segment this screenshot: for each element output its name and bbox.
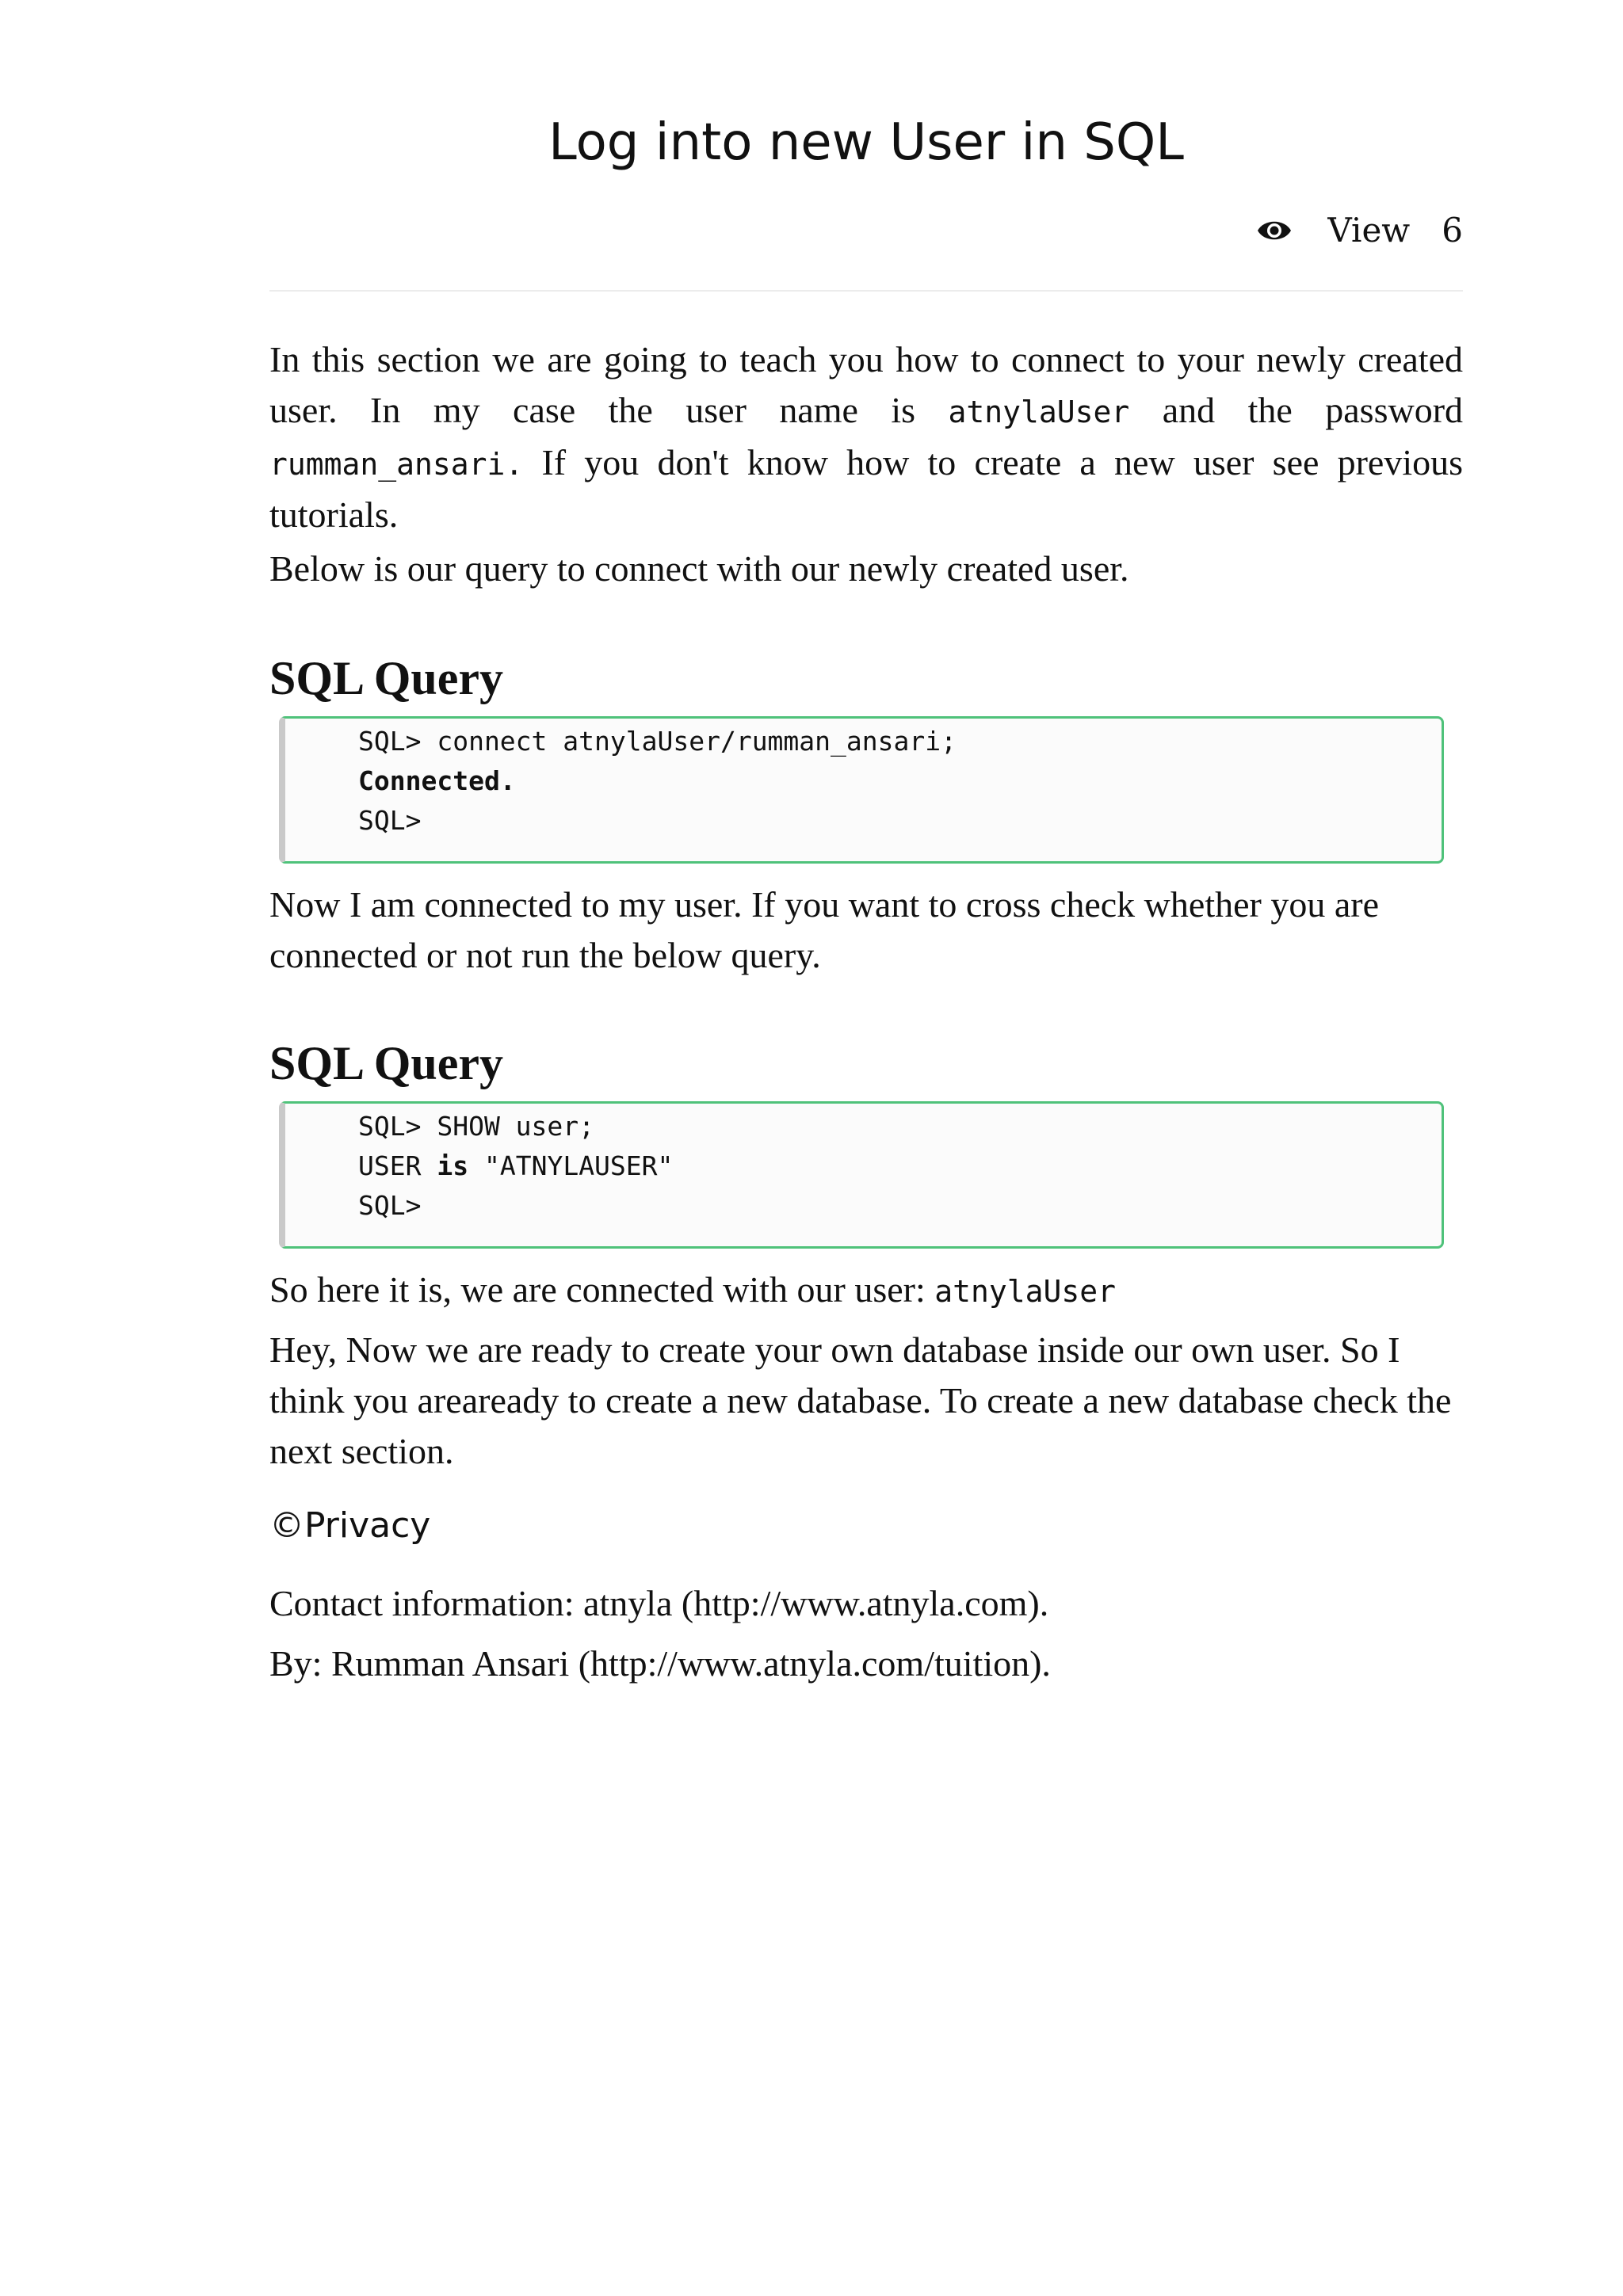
code-line: SQL> SHOW user; — [358, 1111, 595, 1142]
code-line: SQL> — [358, 1190, 422, 1221]
below-paragraph: Below is our query to connect with our newly created user. — [269, 548, 1129, 589]
password-code: rumman_ansari. — [269, 447, 524, 482]
sql-query-heading-2: SQL Query — [269, 1037, 504, 1089]
header-divider — [269, 290, 1463, 292]
sql-query-heading-1: SQL Query — [269, 652, 504, 704]
intro-text-2: and the password — [1162, 390, 1464, 430]
code-block-2 — [279, 1101, 1444, 1249]
code-string: "ATNYLAUSER" — [483, 1150, 674, 1181]
here-text: So here it is, we are connected with our user: — [269, 1269, 926, 1310]
code-line: SQL> — [358, 805, 422, 836]
view-counter — [1256, 211, 1463, 250]
page-title: Log into new User in SQL — [548, 113, 1184, 172]
code-block-1 — [279, 716, 1444, 864]
connected-paragraph: Now I am connected to my user. If you want to cross check whether you are connected or not run the below query. — [269, 884, 1379, 975]
code-keyword: is — [437, 1150, 469, 1181]
username-code: atnylaUser — [948, 395, 1130, 429]
byline: By: Rumman Ansari (http://www.atnyla.com/tuition). — [269, 1643, 1051, 1684]
code-line: SQL> connect atnylaUser/rumman_ansari; — [358, 726, 957, 757]
ready-paragraph: Hey, Now we are ready to create your own database inside our own user. So I think you areaready to create a new database. To create a new database check the next section. — [269, 1329, 1452, 1471]
contact-line: Contact information: atnyla (http://www.atnyla.com). — [269, 1583, 1049, 1623]
intro-text-1: In this section we are going to teach you how to connect to your newly created user. In my case the user name is — [269, 339, 1463, 430]
code-token: USER — [358, 1150, 422, 1181]
view-label: View — [1327, 211, 1411, 250]
code-line: Connected. — [358, 765, 516, 796]
intro-text-3: If you don't know how to create a new user see previous tutorials. — [269, 442, 1463, 535]
here-user-code: atnylaUser — [934, 1274, 1117, 1309]
privacy-label: ©Privacy — [269, 1505, 431, 1546]
code-line — [358, 1150, 674, 1181]
view-count: 6 — [1442, 211, 1463, 250]
eye-icon — [1256, 215, 1293, 246]
intro-paragraph — [269, 334, 1463, 540]
connected-user-paragraph — [269, 1264, 1463, 1317]
